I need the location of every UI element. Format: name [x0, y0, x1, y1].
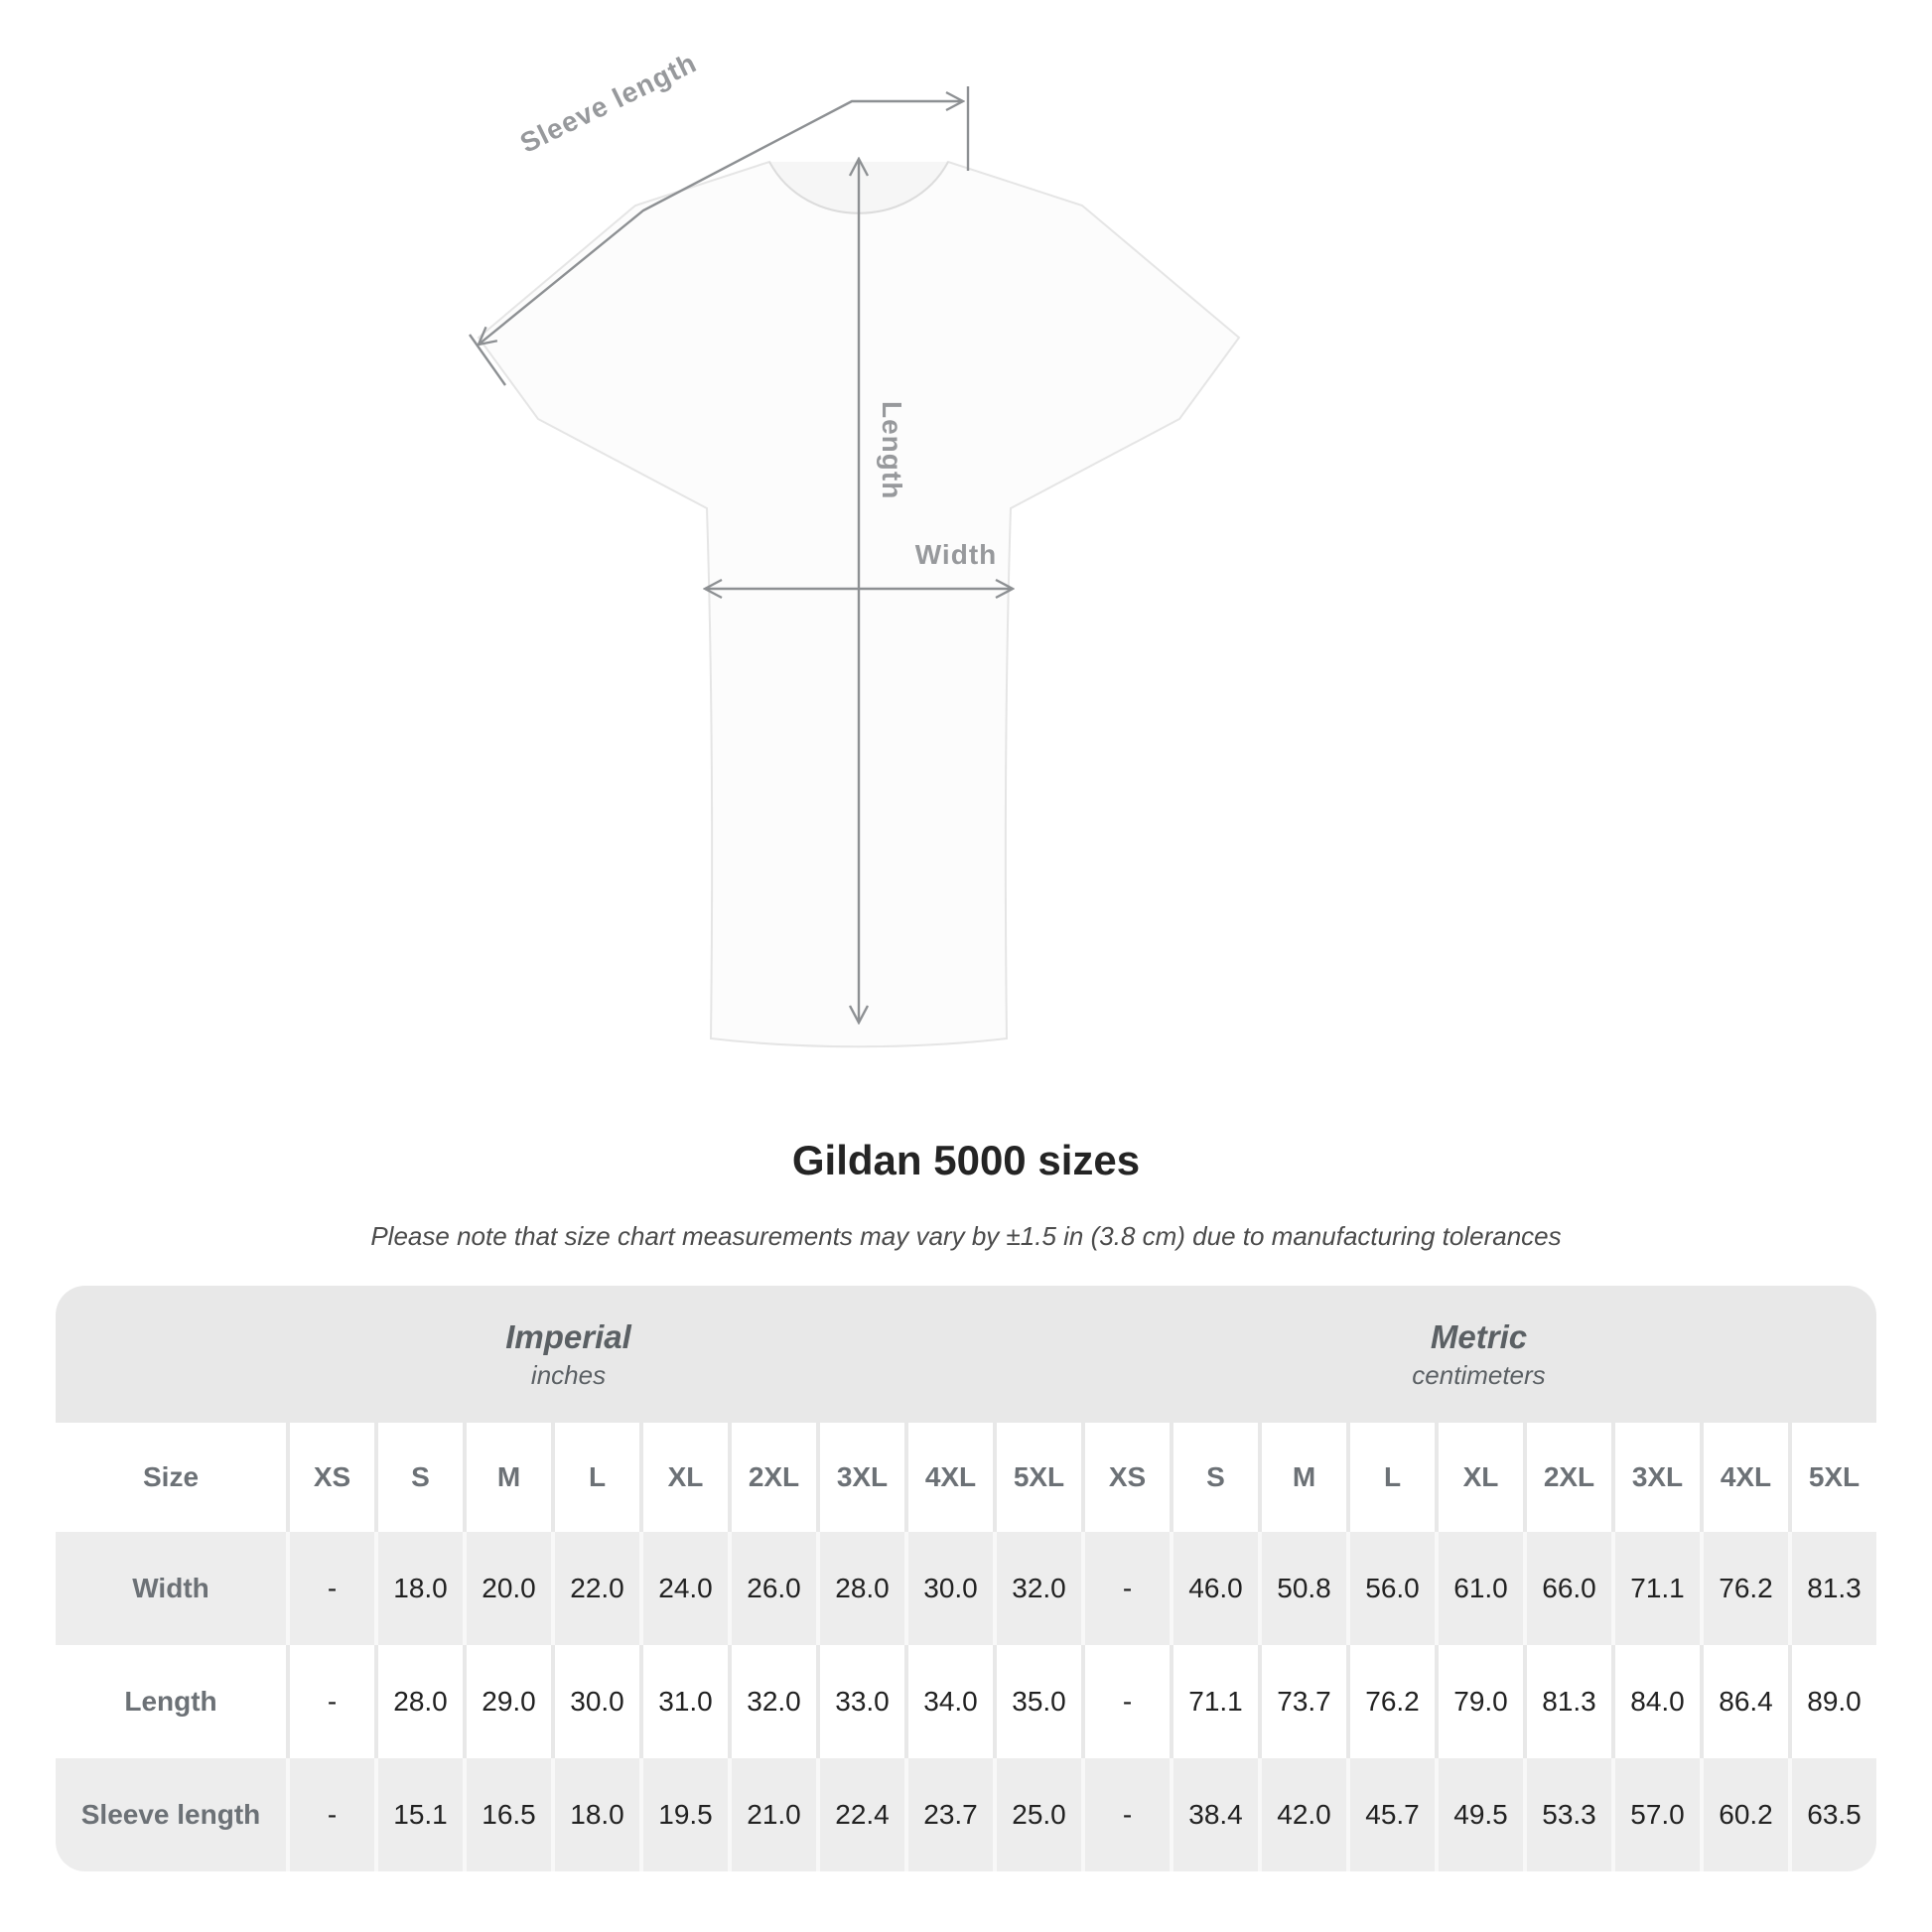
- length-imperial-value: -: [286, 1645, 374, 1758]
- length-imperial-value: 28.0: [374, 1645, 463, 1758]
- size-col-imperial: M: [463, 1423, 551, 1532]
- metric-group-header: [1081, 1286, 1876, 1423]
- imperial-label: Imperial: [505, 1318, 631, 1355]
- width-metric-value: 76.2: [1700, 1532, 1788, 1645]
- length-metric-value: 84.0: [1611, 1645, 1700, 1758]
- size-col-imperial: S: [374, 1423, 463, 1532]
- size-col-imperial: XL: [639, 1423, 728, 1532]
- sleeve-metric-value: 42.0: [1258, 1758, 1346, 1871]
- size-header-row: [56, 1423, 1876, 1532]
- sleeve-metric-value: 53.3: [1523, 1758, 1611, 1871]
- sleeve-metric-value: 57.0: [1611, 1758, 1700, 1871]
- length-metric-value: 81.3: [1523, 1645, 1611, 1758]
- length-metric-value: 76.2: [1346, 1645, 1435, 1758]
- width-label: Width: [914, 539, 998, 570]
- length-metric-value: 79.0: [1435, 1645, 1523, 1758]
- length-label: Length: [877, 401, 907, 500]
- width-metric-value: 46.0: [1170, 1532, 1258, 1645]
- width-metric-value: 56.0: [1346, 1532, 1435, 1645]
- length-imperial-value: 29.0: [463, 1645, 551, 1758]
- sleeve-imperial-value: 23.7: [904, 1758, 993, 1871]
- width-imperial-value: 30.0: [904, 1532, 993, 1645]
- size-col-imperial: L: [551, 1423, 639, 1532]
- size-column-header: Size: [142, 1461, 200, 1492]
- width-metric-value: 71.1: [1611, 1532, 1700, 1645]
- length-metric-value: 73.7: [1258, 1645, 1346, 1758]
- length-imperial-value: 31.0: [639, 1645, 728, 1758]
- sleeve-length-label: Sleeve length: [515, 47, 702, 159]
- row-label: Width: [132, 1573, 209, 1603]
- size-col-metric: XS: [1081, 1423, 1170, 1532]
- sleeve-imperial-value: 19.5: [639, 1758, 728, 1871]
- unit-group-row: [56, 1286, 1876, 1423]
- size-col-metric: 3XL: [1611, 1423, 1700, 1532]
- width-metric-value: 81.3: [1788, 1532, 1876, 1645]
- sleeve-imperial-value: 25.0: [993, 1758, 1081, 1871]
- size-col-metric: XL: [1435, 1423, 1523, 1532]
- size-col-imperial: 5XL: [993, 1423, 1081, 1532]
- length-imperial-value: 34.0: [904, 1645, 993, 1758]
- sleeve-metric-value: 63.5: [1788, 1758, 1876, 1871]
- width-metric-value: 61.0: [1435, 1532, 1523, 1645]
- length-metric-value: 89.0: [1788, 1645, 1876, 1758]
- width-imperial-value: 22.0: [551, 1532, 639, 1645]
- sleeve-metric-value: 60.2: [1700, 1758, 1788, 1871]
- size-col-metric: S: [1170, 1423, 1258, 1532]
- imperial-group-header: [56, 1286, 1081, 1423]
- length-imperial-value: 32.0: [728, 1645, 816, 1758]
- size-col-imperial: XS: [286, 1423, 374, 1532]
- row-label: Length: [124, 1686, 217, 1717]
- sleeve-imperial-value: 15.1: [374, 1758, 463, 1871]
- sleeve-metric-value: 45.7: [1346, 1758, 1435, 1871]
- length-metric-value: -: [1081, 1645, 1170, 1758]
- sleeve-imperial-value: 22.4: [816, 1758, 904, 1871]
- sleeve-metric-value: -: [1081, 1758, 1170, 1871]
- width-imperial-value: 18.0: [374, 1532, 463, 1645]
- page-title: Gildan 5000 sizes: [791, 1137, 1141, 1183]
- metric-unit: centimeters: [1412, 1360, 1546, 1390]
- table-row-sleeve-length: [56, 1758, 1876, 1871]
- tolerance-note: Please note that size chart measurements may vary by ±1.5 in (3.8 cm) due to manufacturing tolerances: [370, 1221, 1562, 1251]
- size-col-metric: 5XL: [1788, 1423, 1876, 1532]
- width-imperial-value: 28.0: [816, 1532, 904, 1645]
- sleeve-imperial-value: 18.0: [551, 1758, 639, 1871]
- size-col-metric: 4XL: [1700, 1423, 1788, 1532]
- length-metric-value: 71.1: [1170, 1645, 1258, 1758]
- length-imperial-value: 33.0: [816, 1645, 904, 1758]
- length-imperial-value: 30.0: [551, 1645, 639, 1758]
- metric-label: Metric: [1430, 1318, 1528, 1355]
- table-row-length: [56, 1645, 1876, 1758]
- width-metric-value: 66.0: [1523, 1532, 1611, 1645]
- size-col-imperial: 4XL: [904, 1423, 993, 1532]
- width-imperial-value: -: [286, 1532, 374, 1645]
- size-col-metric: L: [1346, 1423, 1435, 1532]
- width-imperial-value: 26.0: [728, 1532, 816, 1645]
- sleeve-imperial-value: 16.5: [463, 1758, 551, 1871]
- row-label: Sleeve length: [80, 1799, 261, 1830]
- width-imperial-value: 20.0: [463, 1532, 551, 1645]
- size-col-metric: M: [1258, 1423, 1346, 1532]
- length-metric-value: 86.4: [1700, 1645, 1788, 1758]
- width-metric-value: -: [1081, 1532, 1170, 1645]
- sleeve-imperial-value: 21.0: [728, 1758, 816, 1871]
- width-imperial-value: 32.0: [993, 1532, 1081, 1645]
- width-metric-value: 50.8: [1258, 1532, 1346, 1645]
- sleeve-metric-value: 49.5: [1435, 1758, 1523, 1871]
- table-row-width: [56, 1532, 1876, 1645]
- size-col-imperial: 2XL: [728, 1423, 816, 1532]
- size-col-imperial: 3XL: [816, 1423, 904, 1532]
- size-col-metric: 2XL: [1523, 1423, 1611, 1532]
- size-table: [56, 1286, 1876, 1871]
- imperial-unit: inches: [530, 1360, 607, 1390]
- length-imperial-value: 35.0: [993, 1645, 1081, 1758]
- sleeve-imperial-value: -: [286, 1758, 374, 1871]
- width-imperial-value: 24.0: [639, 1532, 728, 1645]
- sleeve-metric-value: 38.4: [1170, 1758, 1258, 1871]
